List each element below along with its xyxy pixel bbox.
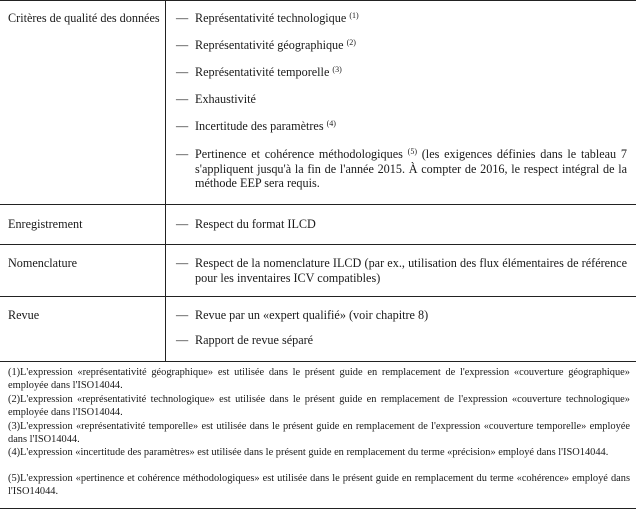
footnote-4: (4) L'expression «incertitude des paramètres» est utilisée dans le présent guide en remplacement du terme «précision» employé dans l'ISO14044. (8, 447, 609, 458)
footnote-2: (2) L'expression «représentativité technologique» est utilisée dans le présent guide en remplacement de l'expression «couverture technologique» employée dans l'ISO14044. (8, 394, 630, 418)
list-item-temporal: — Représentativité temporelle $^{(3)}$ (176, 65, 342, 79)
footnote-ref: (5) (407, 147, 417, 156)
column-divider (165, 296, 166, 361)
table-row-nomenclature (0, 244, 636, 297)
list-item-methodological: — Pertinence et cohérence méthodologiques $^{(5)}$ (les exigences définies dans le tableau 7 s'appliquent jusqu'à la fin de l'année 2015. À compter de 2016, le respect intégral de la méthode EEP sera requis. (176, 147, 627, 190)
footnote-ref: (2) (346, 38, 356, 47)
column-divider (165, 244, 166, 296)
table-row-review (0, 296, 636, 362)
row-label-registration: Enregistrement (8, 217, 83, 231)
row-label-review: Revue (8, 308, 40, 322)
list-item-technological: — Représentativité technologique $^{(1)}$ (176, 11, 359, 25)
footnote-ref: (1) (349, 11, 359, 20)
table-row-registration (0, 204, 636, 245)
footnote-ref: (4) (326, 119, 336, 128)
table-row-data-quality (0, 1, 636, 205)
footnote-3: (3) L'expression «représentativité temporelle» est utilisée dans le présent guide en remplacement de l'expression «couverture temporelle» employée dans l'ISO14044. (8, 421, 630, 445)
footnote-ref: (3) (332, 65, 342, 74)
list-item-review-report: — Rapport de revue séparé (176, 333, 314, 347)
list-item-parameter-uncertainty: — Incertitude des paramètres $^{(4)}$ (176, 119, 336, 133)
column-divider (165, 204, 166, 244)
list-item-qualified-expert: — Revue par un «expert qualifié» (voir chapitre 8) (176, 308, 429, 322)
list-item-completeness: — Exhaustivité (176, 92, 256, 106)
footnote-5: (5) L'expression «pertinence et cohérence méthodologiques» est utilisée dans le présent guide en remplacement du terme «cohérence» employé dans l'ISO14044. (8, 473, 630, 497)
list-item-geographic: — Représentativité géographique $^{(2)}$ (176, 38, 356, 52)
footnote-1: (1) L'expression «représentativité géographique» est utilisée dans le présent guide en remplacement de l'expression «couverture géographique» employée dans l'ISO14044. (8, 367, 630, 391)
column-divider (165, 1, 166, 204)
row-label-nomenclature: Nomenclature (8, 256, 78, 270)
row-label-data-quality: Critères de qualité des données (8, 11, 160, 25)
list-item-ilcd-nomenclature: — Respect de la nomenclature ILCD (par ex., utilisation des flux élémentaires de référence pour les inventaires ICV compatibles) (176, 256, 627, 285)
list-item-ilcd-format: — Respect du format ILCD (176, 217, 316, 231)
